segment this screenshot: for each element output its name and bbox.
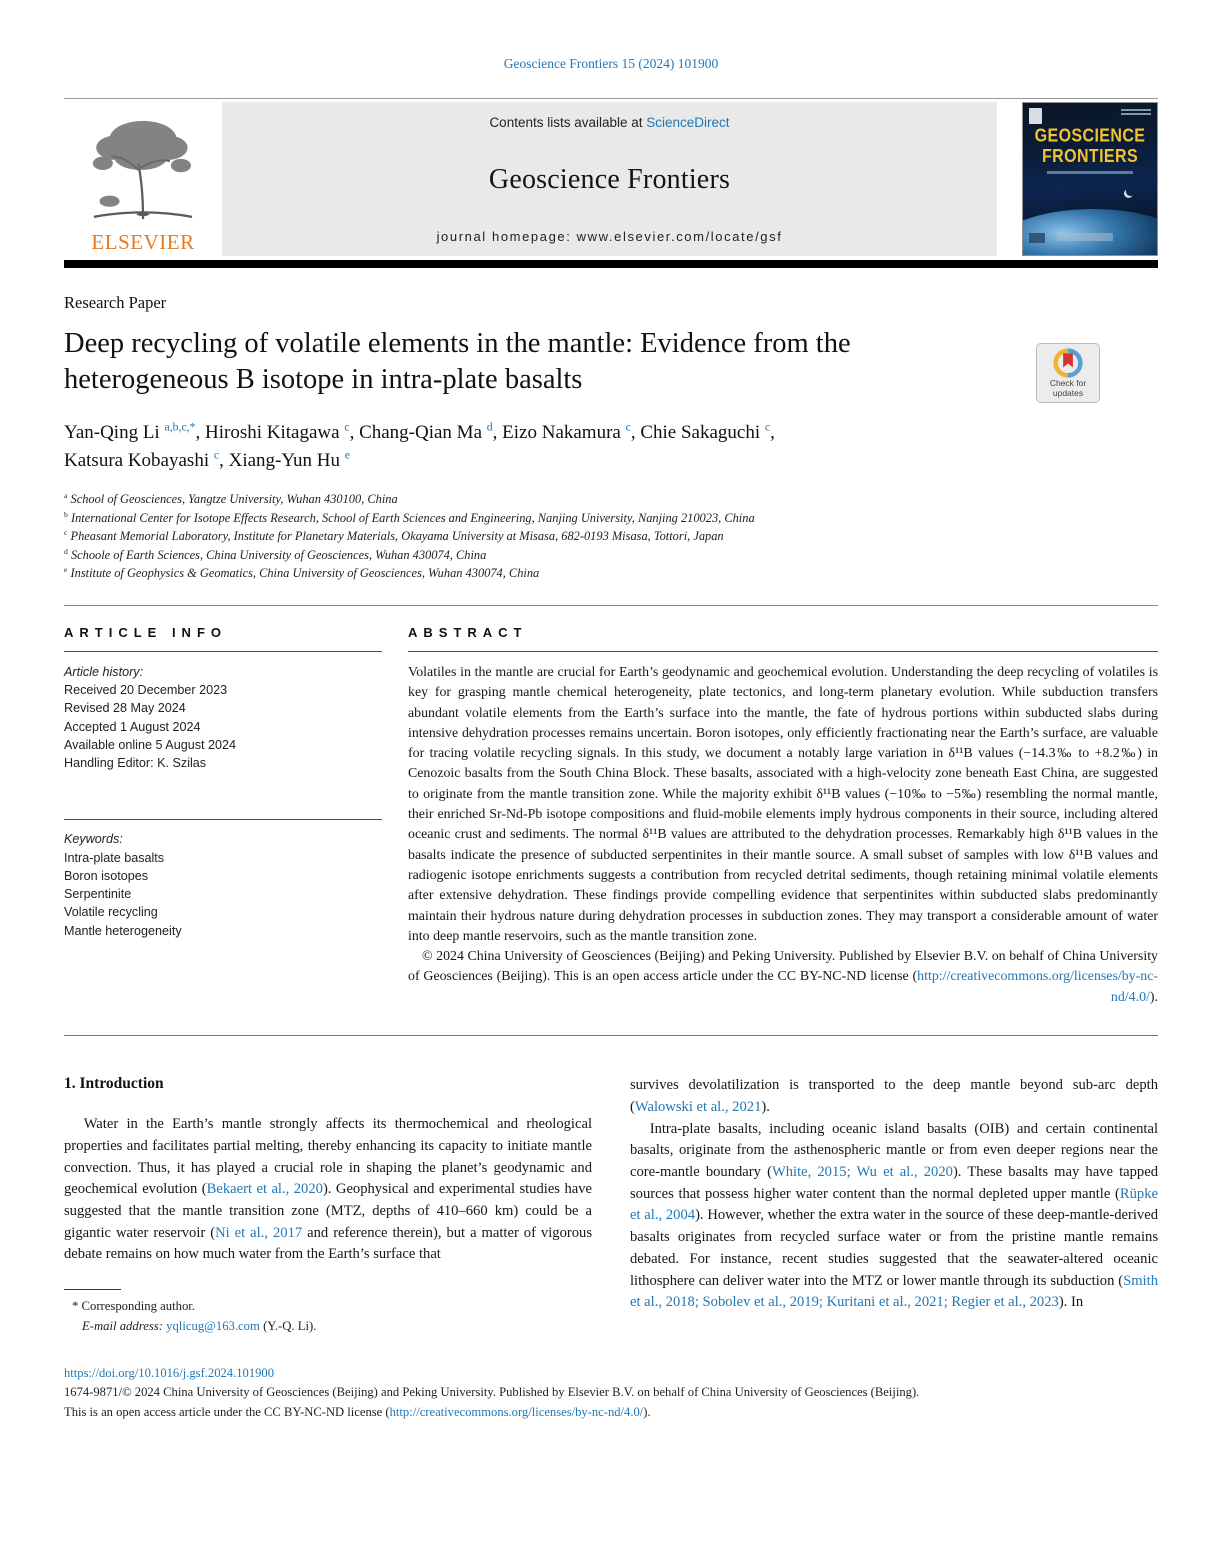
author-line: Katsura Kobayashi $^c$, Xiang-Yun Hu $^e$ — [64, 449, 350, 472]
license-line: This is an open access article under the CC BY-NC-ND license (http://creativecommons.org/licenses/by-nc-nd/4.0/). — [64, 1404, 651, 1419]
article-title-line1: Deep recycling of volatile elements in the mantle: Evidence from the — [64, 328, 851, 359]
journal-cover-thumbnail — [1022, 102, 1158, 256]
journal-title: Geoscience Frontiers — [488, 163, 731, 195]
inline-link[interactable]: Walowski et al., 2021 — [634, 1098, 762, 1115]
article-info-column — [64, 606, 382, 1008]
keyword-item: Volatile recycling — [64, 905, 158, 920]
affiliation-list — [64, 490, 1158, 583]
history-item: Available online 5 August 2024 — [64, 737, 237, 752]
article-history-label: Article history: — [64, 664, 144, 679]
affiliation-line: $^d$ Schoole of Earth Sciences, China University of Geosciences, Wuhan 430074, China — [64, 546, 487, 562]
history-item: Revised 28 May 2024 — [64, 701, 186, 716]
body-paragraph: Intra-plate basalts, including oceanic island basalts (OIB) and certain continental basalts, originate from the asthenospheric mantle or from even deeper regions near the core-mantle boundary (White, 2015; Wu et al., 2020). These basalts may have tapped sources that possess higher water content than the normal depleted upper mantle (Rüpke et al., 2004). However, whether the extra water in the source of these deep-mantle-derived basalts originates from recycled surface water or from the pristine mantle remains debated. For instance, recent studies suggested that the seawater-altered oceanic lithosphere can deliver water into the MTZ or lower mantle through its subduction (Smith et al., 2018; Sobolev et al., 2019; Kuritani et al., 2021; Regier et al., 2023). In — [630, 1120, 1158, 1311]
cover-issn-lines — [1121, 109, 1151, 117]
issn-copyright-line: 1674-9871/© 2024 China University of Geosciences (Beijing) and Peking University. Published by Elsevier B.V. on behalf of China University of Geosciences (Beijing). — [64, 1385, 920, 1400]
elsevier-wordmark: ELSEVIER — [91, 230, 195, 254]
contents-line: Contents lists available at ScienceDirect — [489, 115, 730, 130]
abstract-text: Volatiles in the mantle are crucial for Earth’s geodynamic and geochemical evolution. Understanding the deep recycling of volatiles is key for grasping mantle chemical heterogeneity, plate tectonics, and long-term planetary evolution. While subduction transfers abundant volatile elements from the Earth’s surface into the mantle, the fate of hydrous portions within subducted slabs during intensive dehydration processes remains uncertain. Boron isotopes, only efficiently fractionating near the Earth’s surface, are valuable for tracing volatile recycling signals. In this study, we document a notably large variation in δ¹¹B values (−14.3‰ to +8.2‰) in Cenozoic basalts from the South China Block. These basalts, associated with a high-velocity zone beneath East China, are suggested to originate from the mantle transition zone. While the majority exhibit δ¹¹B values (−10‰ to −5‰) resembling the normal mantle, their enriched Sr-Nd-Pb isotope compositions and fluid-mobile elements imply hydrous components in their source, including altered oceanic crust and sediments. The normal δ¹¹B values are attributed to the dehydration processes. Remarkably high δ¹¹B values in the basalts indicate the presence of subducted serpentinites in their mantle source. A small subset of samples with low δ¹¹B values and radiogenic isotope enrichments suggests a contribution from recycled detrital sediments, though retaining minimal volatile elements after extensive dehydration. These findings provide compelling evidence that serpentinites within subducted slabs predominantly maintain their hydrous nature during dehydration processes in subduction zones. They may transport a considerable amount of water into deep mantle reservoirs, such as the mantle transition zone. — [408, 664, 1158, 944]
article-type-label: Research Paper — [64, 293, 167, 312]
inline-link[interactable]: http://creativecommons.org/licenses/by-nc-nd/4.0/ — [917, 969, 1158, 1005]
inline-link[interactable]: c — [213, 449, 220, 463]
article-title-line2: heterogeneous B isotope in intra-plate basalts — [64, 364, 583, 396]
keyword-item: Intra-plate basalts — [64, 850, 165, 865]
history-item: Accepted 1 August 2024 — [64, 719, 201, 734]
abstract-bottom-divider — [64, 1035, 1158, 1036]
elsevier-logo — [64, 102, 222, 256]
affiliation-line: $^b$ International Center for Isotope Effects Research, School of Earth Sciences and Engineering, Nanjing University, Nanjing 210023, China — [64, 509, 755, 525]
abstract-copyright: © 2024 China University of Geosciences (Beijing) and Peking University. Published by Elsevier B.V. on behalf of China University of Geosciences (Beijing). This is an open access article under the CC BY-NC-ND license (http://creativecommons.org/licenses/by-nc-nd/4.0/). — [408, 949, 1158, 1005]
body-right-column — [630, 1075, 1158, 1337]
author-list — [64, 419, 1158, 476]
footnote-block — [64, 1289, 592, 1336]
inline-link[interactable]: c — [625, 420, 631, 434]
author-line: Yan-Qing Li $^{a,b,c,*}$, Hiroshi Kitagawa $^c$, Chang-Qian Ma $^d$, Eizo Nakamura $^c$, Chie Sakaguchi $^c$, — [64, 420, 775, 443]
keyword-item: Serpentinite — [64, 887, 132, 902]
article-title — [64, 326, 1014, 399]
inline-link[interactable]: yqlicug@163.com — [166, 1318, 260, 1333]
corresponding-author-note: * Corresponding author. — [72, 1299, 195, 1314]
inline-link[interactable]: Ni et al., 2017 — [215, 1224, 303, 1241]
affiliation-line: $^e$ Institute of Geophysics & Geomatics, China University of Geosciences, Wuhan 430074, China — [64, 565, 540, 581]
keyword-item: Boron isotopes — [64, 868, 149, 883]
inline-link[interactable]: e — [344, 449, 350, 463]
affiliation-line: $^c$ Pheasant Memorial Laboratory, Institute for Planetary Materials, Okayama University at Misasa, 682-0193 Misasa, Tottori, Japan — [64, 528, 724, 544]
footnote-rule — [64, 1289, 121, 1290]
inline-link[interactable]: White, 2015; Wu et al., 2020 — [771, 1163, 953, 1180]
inline-link[interactable]: d — [486, 420, 493, 434]
cover-subtitle-line — [1023, 171, 1157, 174]
imprint-block — [64, 1364, 1158, 1423]
journal-masthead — [222, 102, 997, 256]
history-item: Received 20 December 2023 — [64, 683, 228, 698]
rule — [408, 651, 1158, 652]
inline-link[interactable]: Bekaert et al., 2020 — [206, 1181, 323, 1198]
inline-link[interactable]: http://creativecommons.org/licenses/by-nc-nd/4.0/ — [389, 1404, 644, 1419]
inline-link[interactable]: Smith et al., 2018; Sobolev et al., 2019; Kuritani et al., 2021; Regier et al., 2023 — [630, 1272, 1158, 1311]
header-divider-bar — [64, 260, 1158, 268]
email-note: E-mail address: yqlicug@163.com (Y.-Q. Li). — [82, 1318, 317, 1333]
inline-link[interactable]: c — [764, 420, 771, 434]
rule — [64, 651, 382, 652]
inline-link[interactable]: Rüpke et al., 2004 — [630, 1185, 1158, 1224]
history-item: Handling Editor: K. Szilas — [64, 756, 207, 771]
header-band — [64, 98, 1158, 256]
elsevier-tree-icon — [87, 112, 199, 228]
crossmark-icon — [1053, 348, 1083, 378]
cover-title: GEOSCIENCE FRONTIERS — [1034, 126, 1146, 167]
article-info-heading: ARTICLE INFO — [64, 624, 227, 640]
introduction-heading: 1. Introduction — [64, 1075, 164, 1093]
body-paragraph: Water in the Earth’s mantle strongly affects its thermochemical and rheological properties and facilitates partial melting, thereby enhancing its capacity to initiate mantle convection. Thus, it has played a crucial role in shaping the planet’s geodynamic and geochemical evolution (Bekaert et al., 2020). Geophysical and experimental studies have suggested that the mantle transition zone (MTZ, depths of 410–660 km) could be a gigantic water reservoir (Ni et al., 2017 and reference therein), but a matter of vigorous debate remains on how much water from the Earth’s surface that — [64, 1116, 592, 1263]
inline-link[interactable]: a,b,c,* — [164, 420, 196, 434]
page-citation: Geoscience Frontiers 15 (2024) 101900 — [503, 56, 719, 71]
journal-homepage-link[interactable]: journal homepage: www.elsevier.com/locate/gsf — [436, 229, 783, 244]
rule — [64, 819, 382, 820]
body-paragraph: survives devolatilization is transported to the deep mantle beyond sub-arc depth (Walowski et al., 2021). — [630, 1077, 1158, 1115]
cover-moon-art — [1126, 187, 1135, 196]
keyword-item: Mantle heterogeneity — [64, 923, 182, 938]
sciencedirect-link[interactable]: ScienceDirect — [646, 115, 730, 130]
abstract-column — [408, 606, 1158, 1008]
doi-link[interactable]: https://doi.org/10.1016/j.gsf.2024.101900 — [64, 1365, 275, 1380]
cover-publisher-mark — [1029, 108, 1042, 124]
check-for-updates-badge[interactable] — [1036, 343, 1100, 403]
abstract-heading: ABSTRACT — [408, 624, 528, 640]
body-left-column — [64, 1075, 592, 1337]
inline-link[interactable]: c — [344, 420, 350, 434]
affiliation-line: $^a$ School of Geosciences, Yangtze University, Wuhan 430100, China — [64, 490, 398, 506]
check-for-updates-label: Check for updates — [1049, 377, 1087, 398]
cover-corner-box — [1029, 233, 1045, 243]
keywords-label: Keywords: — [64, 832, 123, 847]
